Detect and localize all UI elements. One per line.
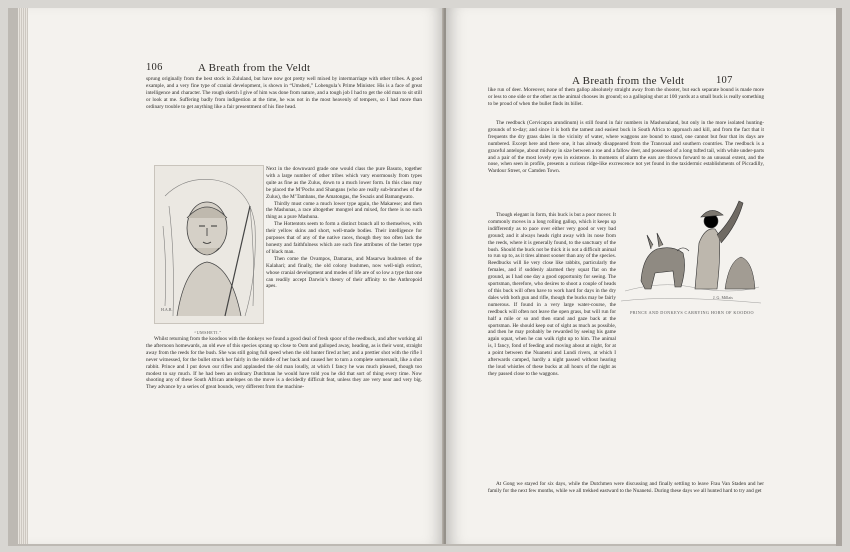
paragraph: sprung originally from the best stock in Zululand, but have now got pretty well mixed by intermarriage with other tribes. A good example, and a very fine type of cranial development, is shown in “Umsheti,” Lobengula’s Prime Minister. His is a face of great intelligence and character. The rough sketch I give of him was done from nature, and a tough job I had to get the old man to sit still or look at me. Suffering badly from indigestion at the time, he was not in the most heavenly of tempers, so I had more than ordinary trouble to get anything like a fair presentment of his fine head. [146, 76, 422, 110]
portrait-illustration [154, 165, 264, 324]
figure-signature: J. G. Millais [713, 295, 733, 300]
figure-caption: “UMSHETI.” [194, 330, 222, 335]
body-text-bottom [488, 481, 764, 495]
hunters-drawing [621, 191, 763, 309]
body-text-beside-figure-2 [488, 212, 616, 378]
right-page [446, 8, 838, 544]
body-text-beside-figure [266, 166, 422, 290]
body-text-bottom [146, 336, 422, 391]
paragraph: The reedbuck (Cervicapra arundinum) is still found in fair numbers in Mashonaland, but only in the more isolated hunting-grounds of to-day; and since it is both the tamest and easiest buck in South Africa to approach and kill, and from the fact that it frequents the dry grass dales in the vicinity of water, where waggons are bound to stand, one cannot but fear that its days are numbered. Except here and there one, it has already disappeared from the Transvaal and southern countries. The reedbuck is a graceful antelope, about midway in size between a roe and a fallow deer, and possessed of a long tufted tail, with white under-parts and a pair of the most lovely eyes in existence. In moments of alarm the ears are thrown forward to an unusual extent, and the nose, when seen in profile, presents a curious ridge-like excrescence not yet found in the taxidermic establishments of Piccadilly, Wardour Street, or Camden Town. [488, 120, 764, 175]
book-edge [836, 8, 842, 546]
paragraph: Thirdly must come a much lower type again, the Makarese; and then the Mashunas, a race altogether mongrel and mixed, for there is no such thing as a pure Mashuna. [266, 200, 422, 221]
page-number: 107 [716, 75, 733, 86]
paragraph: Though elegant in form, this buck is but a poor mover. It commonly moves in a long rolling gallop, which it keeps up indifferently as to pace over either very good or very bad ground; and it always heads right away with its nose from the reeds, where it is generally found, to the sanctuary of the bush. Should the buck not be thick it is not a difficult animal to run up to, as it tires almost sooner than any of the species. Reedbucks will lie very close like rabbits, particularly the females, and if suddenly alarmed they squat flat on the ground, as I had one day a good opportunity for seeing. The sportsman, therefore, who desires to shoot a couple of heads of this buck will often have to work hard for days in the dry dales with both gun and rifle, though the bucks may be fairly numerous. If found in a very large water-course, the reedbuck will often not leave the open grass, but will run for half a mile or so and then stand and gaze back at the sportsman. He should keep out of sight as much as possible, and then he may probably be rewarded by seeing his game again squat, when he can walk right up to him. The animal is, I fancy, fond of feeding and moving about at night, for at a point between the Nuanetsi and Lundi rivers, at which I afterwards camped, hardly a night passed without hearing the loud whistles of these bucks at all hours of the night as they passed close to the waggons. [488, 212, 617, 377]
hunters-illustration [621, 191, 763, 309]
figure-caption: PRINCE AND DONKEYS CARRYING HORN OF KOODOO [630, 310, 754, 315]
paragraph: The Hottentots seem to form a distinct branch all to themselves, with their yellow skins and short, well-made bodies. Their intelligence for purposes that of any of the native races, though they too often lack the honesty and faithfulness which are such fine attributes of the better type of black man. [266, 221, 422, 255]
open-book [8, 8, 842, 546]
portrait-drawing [155, 166, 263, 323]
page-number: 106 [146, 62, 163, 73]
page-edges [18, 8, 28, 544]
paragraph: Next in the downward grade one would class the pure Basuto, together with a large number of other tribes which vary enormously from types quite as fine as the Zulus, down to a much lower form. In this class may be placed the M’Pochs and Shangans (who are really sub-branches of the Zulus), the M’Tambans, the Amatongas, the Swazis and Bamangwato. [266, 166, 422, 200]
paragraph: Then come the Ovampos, Damaras, and Masarwa bushmen of the Kalahari; and finally, the old colony bushmen, now well-nigh extinct, whose cranial development and modes of life are of so low a type that one can readily accept Darwin’s theory of their affinity to the Anthropoid apes. [266, 255, 422, 290]
figure-signature: H.A.B. [161, 307, 173, 312]
running-title: A Breath from the Veldt [572, 75, 685, 87]
running-title: A Breath from the Veldt [198, 62, 311, 74]
body-text-top [488, 87, 764, 108]
left-page [18, 8, 444, 544]
body-text-top [146, 76, 422, 111]
body-text-beside-figure [488, 120, 764, 175]
paragraph: like run of deer. Moreover, none of them gallop absolutely straight away from the shooter, but each separate bound is made more or less to one side or the other as the animal chooses its ground; so a galloping shot at 100 yards at a small buck is really something to be proud of when the bullet finds its billet. [488, 87, 765, 107]
paragraph: Whilst returning from the koodoos with the donkeys we found a good deal of fresh spoor of the reedbuck, and after working all the afternoon homewards, an old ewe of this species sprang up close to Oom and galloped away, heading, as is their wont, straight away from the reeds for the bush. She was still going full speed when the old hunter fired at her; and a prettier shot with the rifle I never witnessed, for the bullet struck her fairly in the middle of her back and caused her to turn a complete somersault, like a shot rabbit. Prince and I put down our rifles and applauded the old man loudly, at which I fancy he was much pleased, though too modest to say much. If he had been an ordinary Dutchman he would have told you he did that sort of thing every time. Now shooting any of these South African antelopes on the move is a decidedly difficult feat, unless they are very near and very big. They advance by a series of great bounds, very different from the machine- [146, 336, 422, 391]
paragraph: At Gong we stayed for six days, while the Dutchmen were discussing and finally settling to leave Frau Van Staden and her family for the next few months, while we all trekked eastward to the Nuanetsi. During these days we all hunted hard to try and get [488, 481, 764, 494]
